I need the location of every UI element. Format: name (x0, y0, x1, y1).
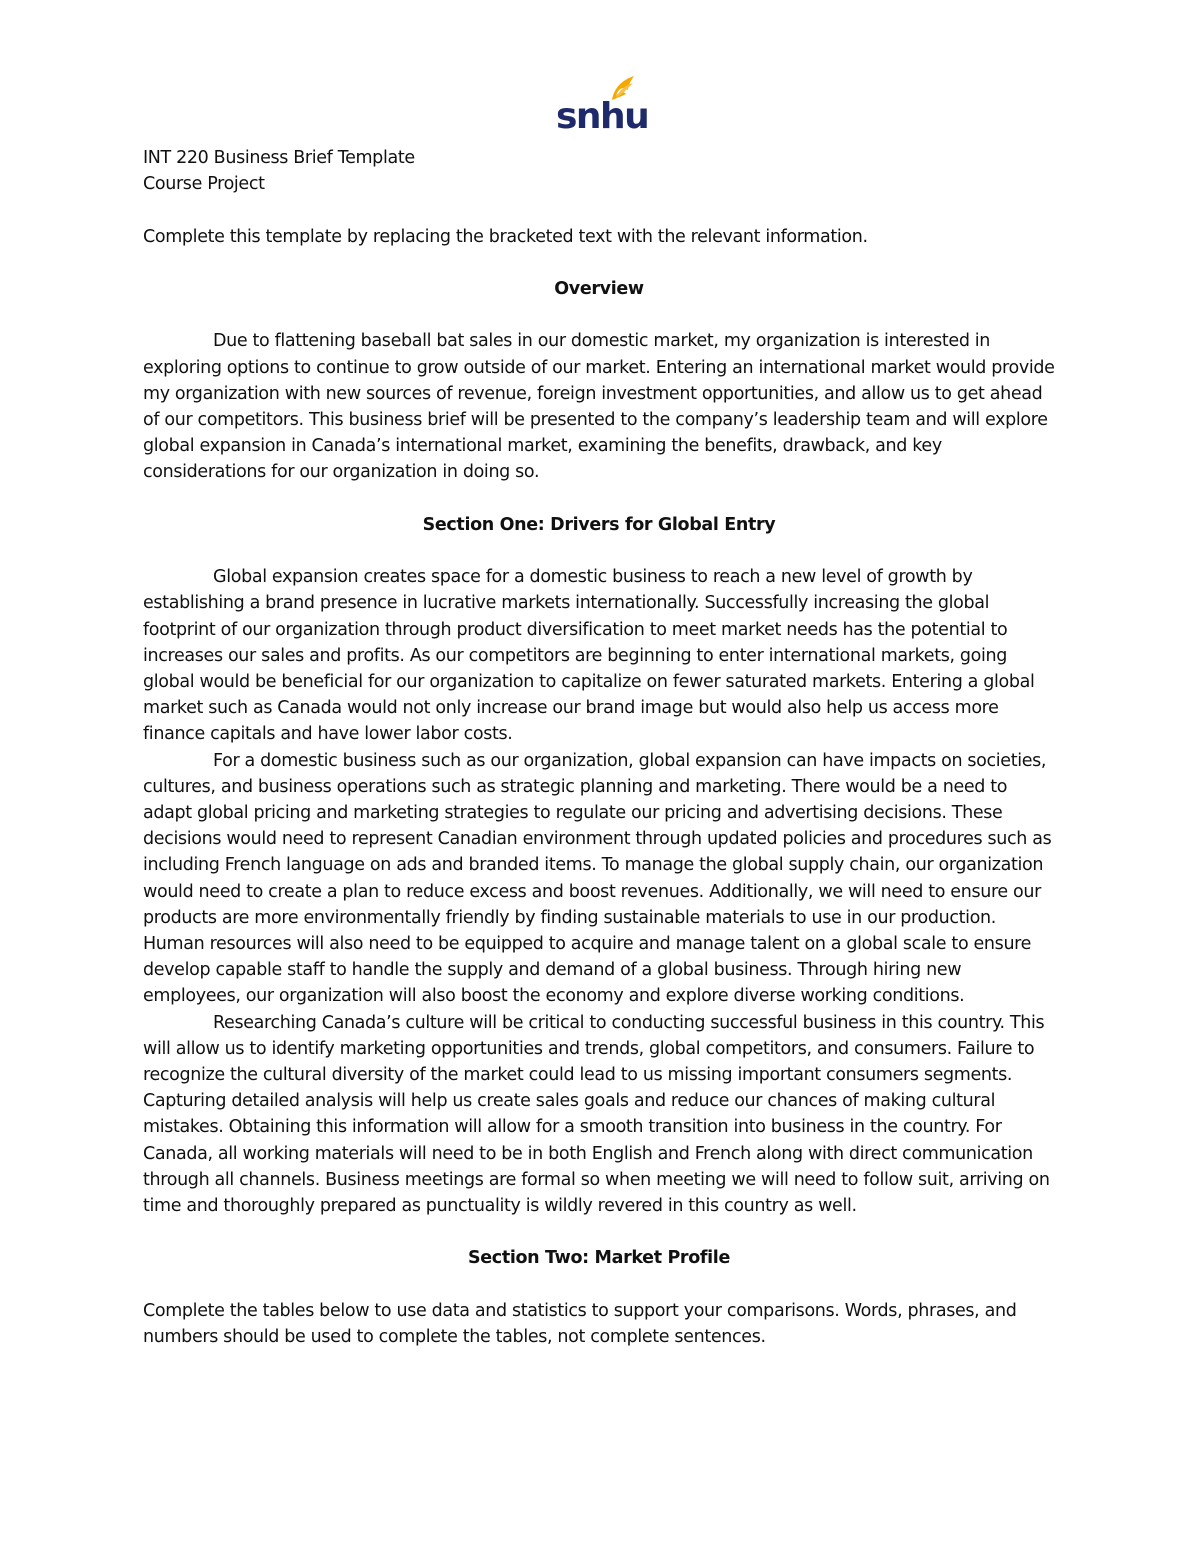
logo-text: snhu (556, 96, 649, 137)
document-body (143, 145, 1055, 1350)
overview-heading: Overview (554, 278, 644, 299)
instructions-text: Complete this template by replacing the bracketed text with the relevant information. (143, 226, 868, 247)
section-one-paragraph-3: Researching Canada’s culture will be critical to conducting successful business in this country. This will allow us to identify marketing opportunities and trends, global competitors, and consumers. Failure to recognize the cultural diversity of the market could lead to us missing important consumers segments. Capturing detailed analysis will help us create sales goals and reduce our chances of making cultural mistakes. Obtaining this information will allow for a smooth transition into business in the country. For Canada, all working materials will need to be in both English and French along with direct communication through all channels. Business meetings are formal so when meeting we will need to follow suit, arriving on time and thoroughly prepared as punctuality is wildly revered in this country as well. (143, 1012, 1050, 1217)
snhu-flame-logo-icon (556, 74, 649, 137)
document-subtitle: Course Project (143, 174, 265, 195)
section-two-paragraph: Complete the tables below to use data and statistics to support your comparisons. Words, phrases, and numbers should be used to complete the tables, not complete sentences. (143, 1300, 1017, 1348)
section-one-paragraph-1: Global expansion creates space for a domestic business to reach a new level of growth by establishing a brand presence in lucrative markets internationally. Successfully increasing the global footprint of our organization through product diversification to meet market needs has the potential to increases our sales and profits. As our competitors are beginning to enter international markets, going global would be beneficial for our organization to capitalize on fewer saturated markets. Entering a global market such as Canada would not only increase our brand image but would also help us access more finance capitals and have lower labor costs. (143, 567, 1035, 745)
document-title: INT 220 Business Brief Template (143, 148, 415, 168)
section-two-heading: Section Two: Market Profile (468, 1248, 730, 1269)
section-one-heading: Section One: Drivers for Global Entry (422, 514, 776, 535)
snhu-logo (556, 74, 649, 137)
overview-paragraph: Due to flattening baseball bat sales in our domestic market, my organization is interested in exploring options to continue to grow outside of our market. Entering an international market would provide my organization with new sources of revenue, foreign investment opportunities, and allow us to get ahead of our competitors. This business brief will be presented to the company’s leadership team and will explore global expansion in Canada’s international market, examining the benefits, drawback, and key considerations for our organization in doing so. (143, 331, 1055, 483)
section-one-paragraph-2: For a domestic business such as our organization, global expansion can have impacts on societies, cultures, and business operations such as strategic planning and marketing. There would be a need to adapt global pricing and marketing strategies to regulate our pricing and advertising decisions. These decisions would need to represent Canadian environment through updated policies and procedures such as including French language on ads and branded items. To manage the global supply chain, our organization would need to create a plan to reduce excess and boost revenues. Additionally, we will need to ensure our products are more environmentally friendly by finding sustainable materials to use in our production. Human resources will also need to be equipped to acquire and manage talent on a global scale to ensure develop capable staff to handle the supply and demand of a global business. Through hiring new employees, our organization will also boost the economy and explore diverse working conditions. (143, 750, 1052, 1007)
